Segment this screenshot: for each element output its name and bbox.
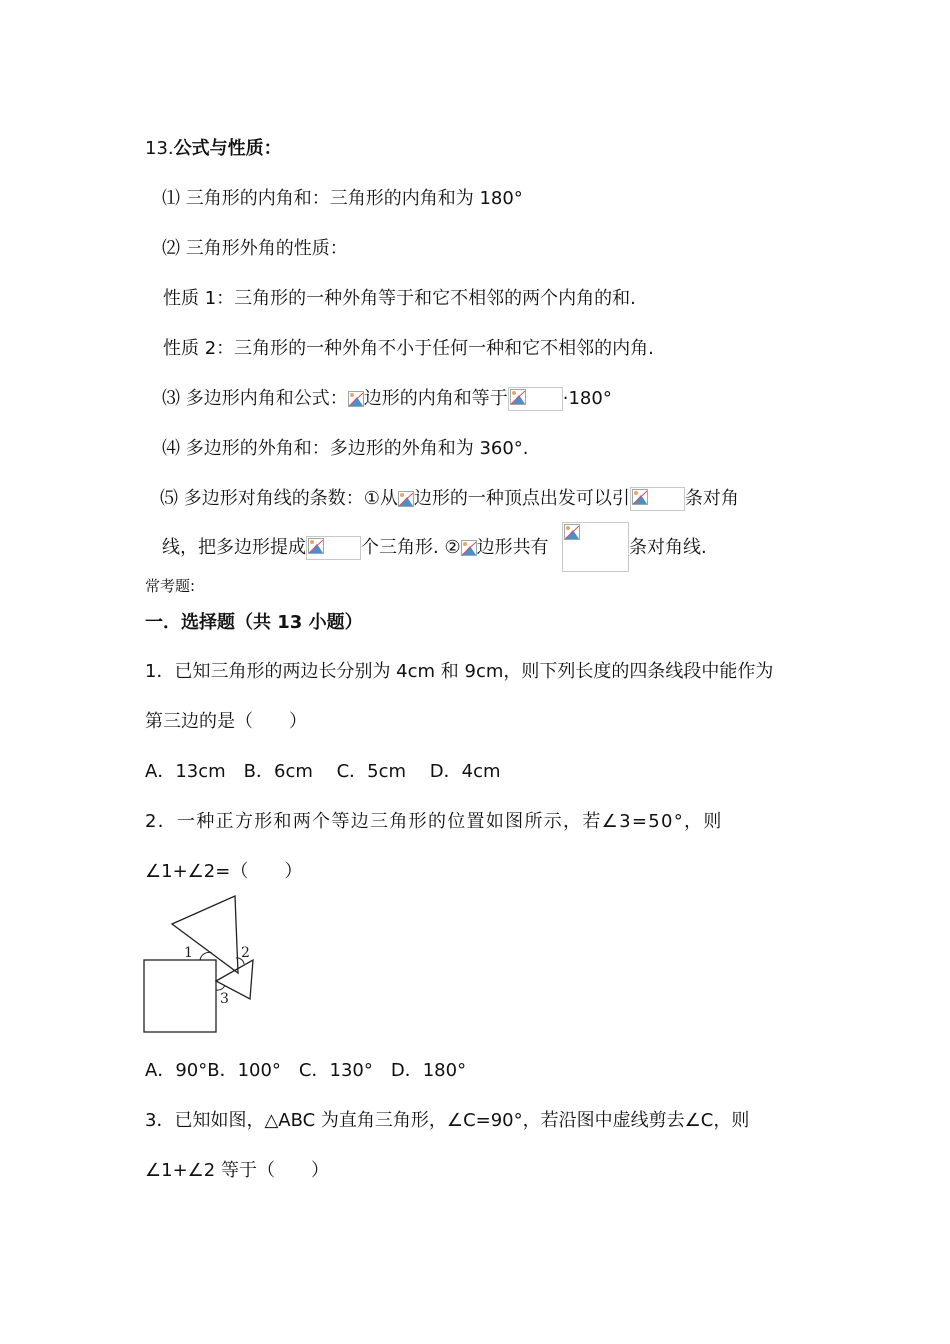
angle-1-arc: [200, 952, 212, 960]
section-title: 公式与性质：: [173, 138, 282, 159]
formula-text: 边形的内角和等于: [363, 388, 508, 409]
square-shape: [144, 960, 216, 1032]
diagonal-count-line2: [162, 536, 549, 560]
square-triangles-figure: [140, 893, 260, 1038]
question-2-line2: ∠1+∠2=（ ）: [145, 861, 303, 882]
broken-image-icon: [398, 490, 414, 508]
question-3-line1: 3．已知如图，△ABC 为直角三角形，∠C=90°，若沿图中虚线剪去∠C，则: [145, 1110, 750, 1131]
broken-image-icon: [308, 538, 324, 554]
formula-image-placeholder: [508, 387, 563, 411]
formula-suffix: ·180°: [562, 388, 612, 409]
large-triangle-shape: [172, 896, 238, 973]
diagonal-text-a: ⑸ 多边形对角线的条数：①从: [160, 488, 398, 509]
broken-image-icon: [564, 524, 580, 540]
broken-image-icon: [632, 489, 648, 505]
polygon-angle-sum-formula: [162, 387, 612, 411]
diagonal-text-c: 条对角: [684, 488, 739, 509]
question-1-options: A．13cm B．6cm C．5cm D．4cm: [145, 761, 501, 782]
property-exterior-heading: ⑵ 三角形外角的性质：: [162, 238, 348, 259]
diagonal-image-placeholder: [630, 487, 685, 511]
choice-section-heading: 一．选择题（共 13 小题）: [145, 612, 363, 633]
question-3-line2: ∠1+∠2 等于（ ）: [145, 1160, 329, 1181]
broken-image-icon: [510, 389, 526, 405]
angle-label-2: 2: [241, 945, 250, 961]
diagonal-text-d: 线，把多边形提成: [162, 537, 306, 558]
section-number: 13.: [145, 138, 174, 159]
broken-image-icon: [348, 390, 364, 408]
diagonal-text-b: 边形的一种顶点出发可以引: [413, 488, 630, 509]
broken-image-icon: [461, 539, 477, 557]
angle-label-1: 1: [184, 945, 193, 961]
property-2: 性质 2：三角形的一种外角不小于任何一种和它不相邻的内角.: [163, 338, 654, 359]
property-1: 性质 1：三角形的一种外角等于和它不相邻的两个内角的和.: [163, 288, 636, 309]
diagonal-text-f: 边形共有: [476, 537, 549, 558]
diagonal-text-e: 个三角形. ②: [361, 537, 461, 558]
angle-label-3: 3: [220, 991, 229, 1007]
diagonal-count-line1: [160, 487, 739, 511]
exterior-angle-sum: ⑷ 多边形的外角和：多边形的外角和为 360°.: [162, 438, 529, 459]
question-1-line2: 第三边的是（ ）: [145, 711, 307, 732]
common-questions-label: 常考题:: [145, 577, 196, 595]
property-angle-sum: ⑴ 三角形的内角和：三角形的内角和为 180°: [162, 188, 523, 209]
question-1-line1: 1．已知三角形的两边长分别为 4cm 和 9cm，则下列长度的四条线段中能作为: [145, 661, 774, 682]
formula-label: ⑶ 多边形内角和公式：: [162, 388, 348, 409]
question-2-line1: 2．一种正方形和两个等边三角形的位置如图所示，若∠3=50°，则: [145, 811, 723, 832]
section-13-title: [145, 137, 282, 161]
question-2-options: A．90°B．100° C．130° D．180°: [145, 1060, 467, 1081]
triangle-count-image-placeholder: [306, 536, 361, 560]
diagonal-total-image-placeholder: [562, 522, 629, 572]
diagonal-text-g: 条对角线.: [629, 537, 707, 558]
